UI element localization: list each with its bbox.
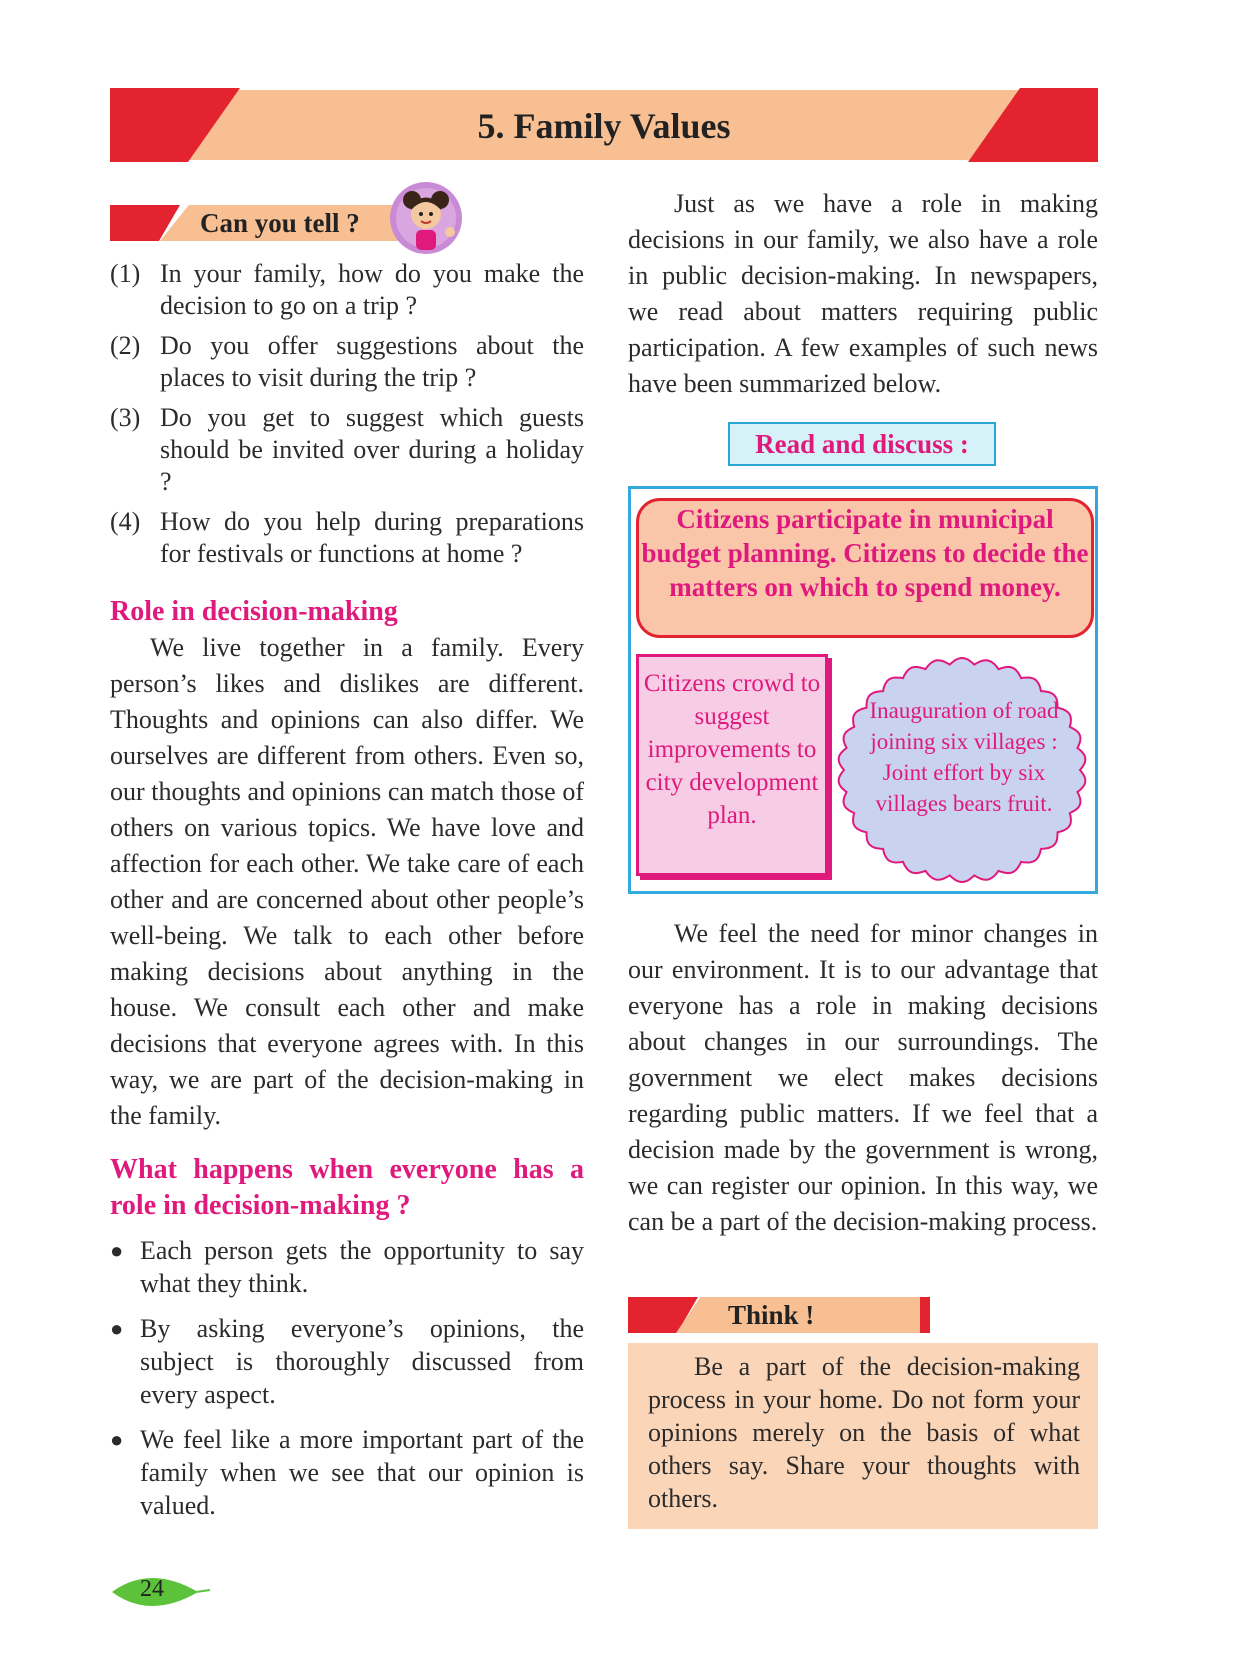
question-number: (1) [110,259,141,288]
question-item [110,330,584,394]
question-text: Do you get to suggest which guests should be invited over during a holiday ? [160,403,584,496]
what-happens-heading: What happens when everyone has a role in decision-making ? [110,1154,584,1221]
question-text: How do you help during preparations for festivals or functions at home ? [160,507,584,568]
news-headline-road: Inauguration of road joining six villages : Joint effort by six villages bears fruit. [869,698,1059,816]
question-text: Do you offer suggestions about the places to visit during the trip ? [160,331,584,392]
chapter-title: 5. Family Values [477,106,731,146]
bullet-icon: ● [110,1427,124,1452]
benefits-list [110,1234,584,1534]
list-item-text: We feel like a more important part of the family when we see that our opinion is valued. [140,1425,584,1520]
think-label: Think ! [728,1300,815,1330]
read-and-discuss-label: Read and discuss : [728,422,996,466]
question-item [110,258,584,322]
girl-avatar-icon [388,180,464,256]
page-number: 24 [140,1576,164,1602]
question-number: (2) [110,331,141,360]
role-heading: Role in decision-making [110,596,398,627]
public-decision-paragraph: Just as we have a role in making decisions in our family, we also have a role in public decision-making. In newspapers, we read about matters requiring public participation. A few examples of such news have been summarized below. [628,189,1098,398]
role-paragraph: We live together in a family. Every person’s likes and dislikes are different. Thoughts and opinions can also differ. We ourselves are different from others. Even so, our thoughts and opinions can match those of others on various topics. We have love and affection for each other. We take care of each other and are concerned about other people’s well-being. We talk to each other before making decisions about anything in the house. We consult each other and make decisions that everyone agrees with. In this way, we are part of the decision-making in the family. [110,633,584,1130]
environment-paragraph: We feel the need for minor changes in our environment. It is to our advantage that everyone has a role in making decisions about changes in our surroundings. The government we elect makes decisions regarding public matters. If we feel that a decision made by the government is wrong, we can register our opinion. In this way, we can be a part of the decision-making process. [628,919,1098,1236]
question-text: In your family, how do you make the decision to go on a trip ? [160,259,584,320]
question-item [110,506,584,570]
question-list [110,258,584,578]
think-text: Be a part of the decision-making process in your home. Do not form your opinions merely on the basis of what others say. Share your thoughts with others. [648,1352,1080,1513]
can-you-tell-label: Can you tell ? [200,208,360,238]
news-headline-budget: Citizens participate in municipal budget planning. Citizens to decide the matters on which to spend money. [636,498,1094,638]
bullet-icon: ● [110,1238,124,1263]
question-item [110,402,584,498]
news-headline-city-plan: Citizens crowd to suggest improvements to city development plan. [636,654,828,876]
list-item-text: By asking everyone’s opinions, the subject is thoroughly discussed from every aspect. [140,1314,584,1409]
question-number: (3) [110,403,141,432]
list-item [110,1234,584,1300]
bullet-icon: ● [110,1316,124,1341]
list-item [110,1423,584,1522]
list-item-text: Each person gets the opportunity to say what they think. [140,1236,584,1298]
think-tag-end [920,1297,930,1333]
question-number: (4) [110,507,141,536]
list-item [110,1312,584,1411]
